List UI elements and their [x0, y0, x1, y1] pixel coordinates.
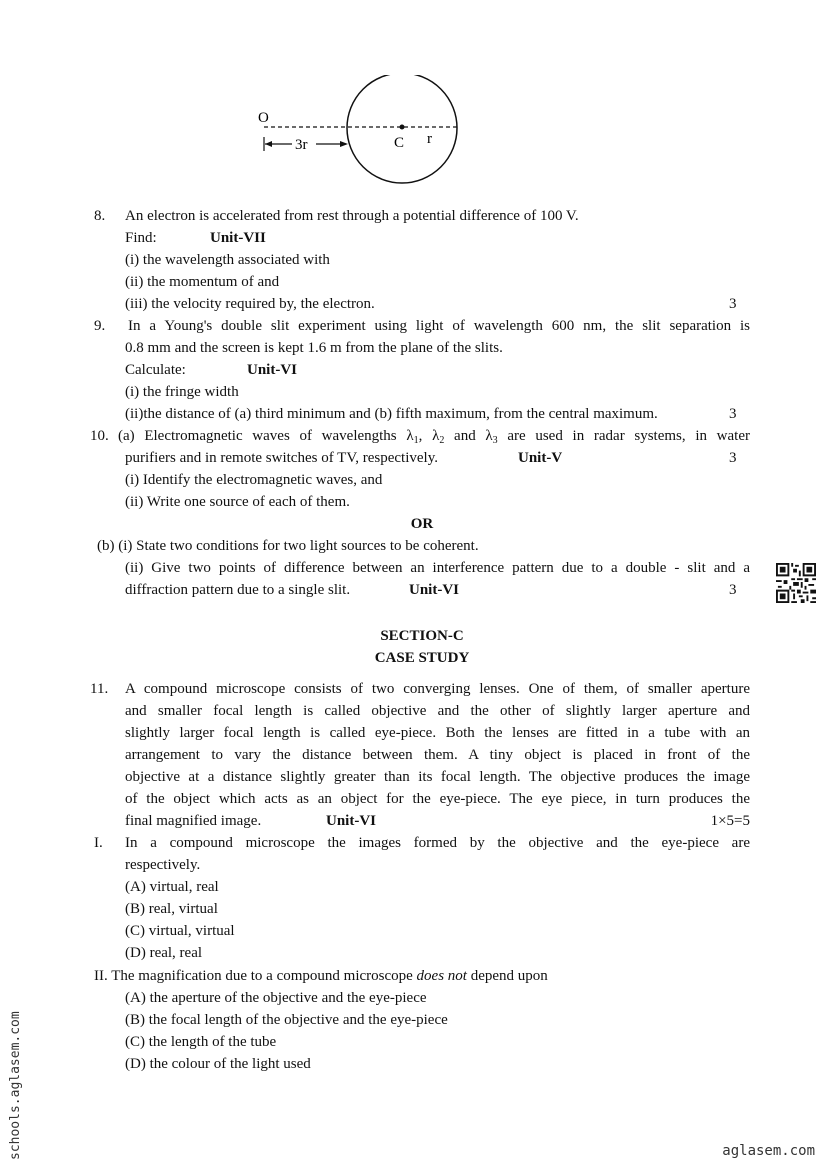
qI-option-a: (A) virtual, real: [125, 879, 219, 895]
q9-marks: 3: [729, 406, 737, 422]
q11-para-line-1: A compound microscope consists of two converging lenses. One of them, of smaller aperture: [125, 681, 750, 697]
q11-para-line-7: final magnified image.: [125, 813, 262, 829]
q11-marks: 1×5=5: [710, 813, 750, 829]
q11-para-line-2: and smaller focal length is called objective and the other of slightly larger aperture and: [125, 703, 750, 719]
qI-stem-2: respectively.: [125, 857, 201, 873]
q10-b-line-2: (ii) Give two points of difference between an interference pattern due to a double - slit and a: [125, 560, 750, 576]
q10-number: 10.: [90, 428, 109, 444]
qr-code-icon: [776, 563, 816, 603]
label-o: O: [258, 110, 269, 126]
arrow-left-head: [265, 141, 272, 147]
section-title: SECTION-C: [380, 628, 464, 644]
q8-part-ii: (ii) the momentum of and: [125, 274, 280, 290]
q11-para-line-5: objective at a distance slightly greater than its focal length. The objective produces the image: [125, 769, 750, 785]
section-subtitle: CASE STUDY: [374, 650, 470, 666]
qI-number: I.: [94, 835, 103, 851]
q10-b-line-1: (b) (i) State two conditions for two light sources to be coherent.: [97, 538, 479, 554]
q9-part-ii: (ii)the distance of (a) third minimum and (b) fifth maximum, from the central maximum.: [125, 406, 658, 422]
qII-option-a: (A) the aperture of the objective and the eye-piece: [125, 990, 427, 1006]
q10-or: OR: [410, 516, 434, 532]
q11-unit: Unit-VI: [326, 813, 377, 829]
q9-unit: Unit-VI: [247, 362, 298, 378]
q9-stem-2: 0.8 mm and the screen is kept 1.6 m from the plane of the slits.: [125, 340, 503, 356]
q8-part-iii: (iii) the velocity required by, the electron.: [125, 296, 375, 312]
qI-stem-1: In a compound microscope the images formed by the objective and the eye-piece are: [125, 835, 750, 851]
qII-option-b: (B) the focal length of the objective and the eye-piece: [125, 1012, 448, 1028]
q11-para-line-3: slightly larger focal length is called eye-piece. Both the lenses are fitted in a tube with an: [125, 725, 750, 741]
lens-diagram: [250, 75, 470, 185]
q8-marks: 3: [729, 296, 737, 312]
q10-a-unit: Unit-V: [518, 450, 563, 466]
center-dot: [400, 125, 405, 130]
q10-b-marks: 3: [729, 582, 737, 598]
q9-calculate: Calculate:: [125, 362, 186, 378]
q10-a-marks: 3: [729, 450, 737, 466]
q10-b-unit: Unit-VI: [409, 582, 460, 598]
q8-stem: An electron is accelerated from rest through a potential difference of 100 V.: [125, 208, 579, 224]
q10-a-part-ii: (ii) Write one source of each of them.: [125, 494, 350, 510]
q10-a-line-2: purifiers and in remote switches of TV, respectively.: [125, 450, 438, 466]
watermark-left: schools.aglasem.com: [8, 1011, 23, 1160]
qII-option-c: (C) the length of the tube: [125, 1034, 277, 1050]
q8-find: Find:: [125, 230, 157, 246]
label-r: r: [427, 131, 432, 147]
q11-para-line-6: of the object which acts as an object for the eye-piece. The eye piece, in turn produces the: [125, 791, 750, 807]
q8-number: 8.: [94, 208, 106, 224]
qI-option-d: (D) real, real: [125, 945, 203, 961]
q9-number: 9.: [94, 318, 106, 334]
label-c: C: [394, 135, 405, 151]
q8-unit: Unit-VII: [210, 230, 266, 246]
q10-a-part-i: (i) Identify the electromagnetic waves, and: [125, 472, 383, 488]
q10-a-line-1: (a) Electromagnetic waves of wavelengths $\lambda_1$, $\lambda_2$ and $\lambda_3$ are used in radar systems, in water: [118, 428, 750, 446]
q9-part-i: (i) the fringe width: [125, 384, 239, 400]
q11-number: 11.: [90, 681, 109, 697]
qI-option-c: (C) virtual, virtual: [125, 923, 235, 939]
q11-para-line-4: arrangement to vary the distance between them. A tiny object is placed in front of the: [125, 747, 750, 763]
watermark-bottom-right: aglasem.com: [722, 1143, 815, 1159]
label-3r: 3r: [295, 137, 308, 153]
qII-stem: II. The magnification due to a compound microscope does not depend upon: [94, 968, 548, 984]
arrow-right-head: [340, 141, 348, 147]
qII-option-d: (D) the colour of the light used: [125, 1056, 311, 1072]
q9-stem-1: In a Young's double slit experiment using light of wavelength 600 nm, the slit separation is: [128, 318, 750, 334]
qI-option-b: (B) real, virtual: [125, 901, 218, 917]
q8-part-i: (i) the wavelength associated with: [125, 252, 330, 268]
q10-b-line-3: diffraction pattern due to a single slit.: [125, 582, 351, 598]
